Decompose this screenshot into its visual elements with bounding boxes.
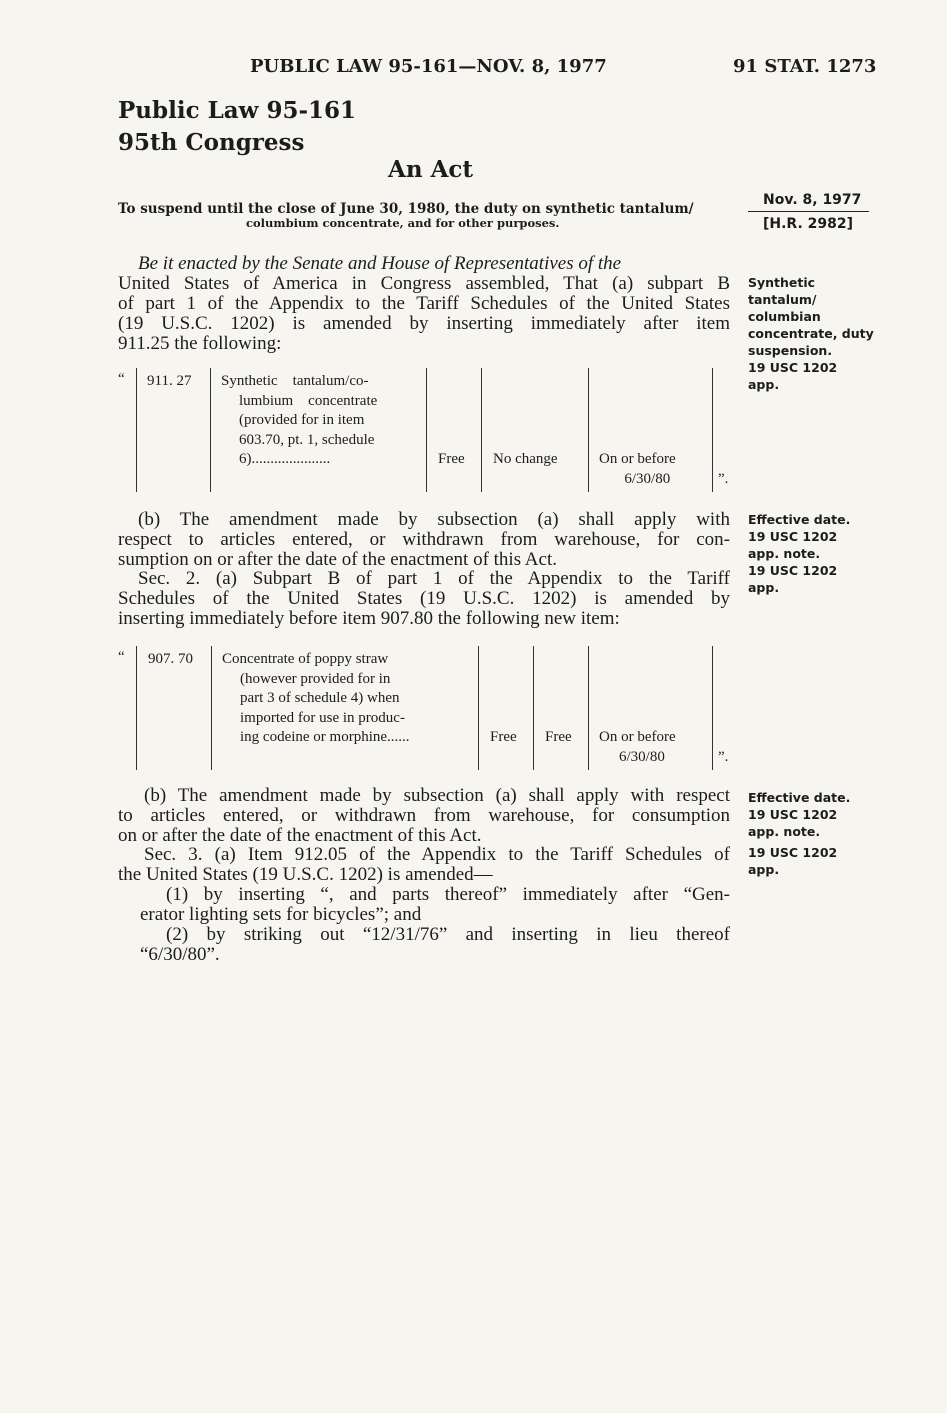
table-rule bbox=[210, 368, 211, 492]
margin-note-line: app. note. bbox=[748, 546, 821, 561]
section-line: Schedules of the United States (19 U.S.C. 1202) is amended by bbox=[118, 588, 730, 609]
table-desc-line: Concentrate of poppy straw bbox=[222, 651, 389, 667]
margin-note-line: tantalum/ bbox=[748, 292, 817, 307]
margin-note-line: app. bbox=[748, 377, 780, 392]
congress-number: 95th Congress bbox=[118, 129, 305, 156]
side-date: Nov. 8, 1977 bbox=[763, 192, 862, 208]
margin-note-synthetic bbox=[748, 274, 874, 393]
table-rule bbox=[712, 646, 713, 770]
enacting-line: 911.25 the following: bbox=[118, 333, 282, 354]
margin-note-line: 19 USC 1202 bbox=[748, 360, 838, 375]
section-line: on or after the date of the enactment of this Act. bbox=[118, 825, 482, 846]
table-rule bbox=[712, 368, 713, 492]
section-line: respect to articles entered, or withdrawn from warehouse, for con- bbox=[118, 529, 730, 550]
margin-note-line: suspension. bbox=[748, 343, 833, 358]
margin-note-effective-2 bbox=[748, 789, 850, 840]
table-rate-col1: Free bbox=[438, 451, 465, 467]
section-line: sumption on or after the date of the enactment of this Act. bbox=[118, 549, 557, 570]
margin-note-line: Effective date. bbox=[748, 512, 851, 527]
section-3 bbox=[118, 845, 730, 965]
margin-note-line: app. bbox=[748, 862, 780, 877]
margin-note-line: concentrate, duty bbox=[748, 326, 874, 341]
margin-note-line: app. bbox=[748, 580, 780, 595]
margin-note-usc bbox=[748, 844, 837, 878]
table-effective-period bbox=[599, 450, 676, 489]
table-desc-line: lumbium concentrate bbox=[239, 392, 378, 409]
table-item-description bbox=[221, 372, 419, 470]
enacting-line: Be it enacted by the Senate and House of Representatives of the bbox=[138, 253, 622, 274]
act-heading: An Act bbox=[388, 156, 474, 183]
table-item-number: 907. 70 bbox=[148, 651, 193, 667]
purpose-line-1: To suspend until the close of June 30, 1980, the duty on synthetic tantalum/ bbox=[118, 201, 694, 217]
table-open-quote: “ bbox=[118, 371, 125, 387]
margin-note-line: app. note. bbox=[748, 824, 821, 839]
margin-note-effective-1 bbox=[748, 511, 850, 596]
table-effective-period bbox=[599, 728, 676, 767]
table-period-line: 6/30/80 bbox=[624, 470, 671, 487]
enacting-line: (19 U.S.C. 1202) is amended by inserting immediately after item bbox=[118, 313, 730, 334]
section-line: (2) by striking out “12/31/76” and inserting in lieu thereof bbox=[166, 924, 730, 945]
margin-note-line: 19 USC 1202 bbox=[748, 845, 838, 860]
section-1b bbox=[118, 510, 730, 570]
table-rate-col1: Free bbox=[490, 729, 517, 745]
side-divider bbox=[748, 211, 869, 212]
table-rule bbox=[136, 368, 137, 492]
section-line: erator lighting sets for bicycles”; and bbox=[140, 904, 422, 925]
table-rule bbox=[588, 368, 589, 492]
enacting-line: United States of America in Congress assembled, That (a) subpart B bbox=[118, 273, 730, 294]
table-rule bbox=[211, 646, 212, 770]
running-title: PUBLIC LAW 95-161—NOV. 8, 1977 bbox=[250, 56, 607, 77]
margin-note-line: columbian bbox=[748, 309, 821, 324]
table-rule bbox=[588, 646, 589, 770]
purpose-line-2: columbium concentrate, and for other purposes. bbox=[246, 216, 560, 230]
enacting-clause bbox=[118, 254, 730, 354]
table-rule bbox=[533, 646, 534, 770]
table-period-line: On or before bbox=[599, 451, 676, 467]
section-line: “6/30/80”. bbox=[140, 944, 220, 965]
section-line: (b) The amendment made by subsection (a) shall apply with bbox=[138, 509, 730, 530]
table-period-line: 6/30/80 bbox=[619, 748, 665, 765]
section-line: Sec. 2. (a) Subpart B of part 1 of the Appendix to the Tariff bbox=[138, 568, 730, 589]
table-desc-line: (however provided for in bbox=[240, 670, 391, 687]
margin-note-line: Synthetic bbox=[748, 275, 816, 290]
section-line: to articles entered, or withdrawn from warehouse, for consumption bbox=[118, 805, 730, 826]
table-close-quote: ”. bbox=[718, 749, 729, 765]
section-line: inserting immediately before item 907.80 the following new item: bbox=[118, 608, 620, 629]
table-rule bbox=[478, 646, 479, 770]
table-item-description bbox=[222, 650, 472, 748]
table-rate-col2: Free bbox=[545, 729, 572, 745]
margin-note-line: 19 USC 1202 bbox=[748, 807, 838, 822]
side-bill: [H.R. 2982] bbox=[763, 216, 854, 232]
table-open-quote: “ bbox=[118, 649, 125, 665]
tariff-table-1 bbox=[118, 368, 738, 492]
enacting-line: of part 1 of the Appendix to the Tariff Schedules of the United States bbox=[118, 293, 730, 314]
stat-reference: 91 STAT. 1273 bbox=[733, 56, 877, 77]
margin-note-line: Effective date. bbox=[748, 790, 851, 805]
table-desc-line: part 3 of schedule 4) when bbox=[240, 690, 400, 706]
table-rule bbox=[481, 368, 482, 492]
margin-note-line: 19 USC 1202 bbox=[748, 529, 838, 544]
table-desc-line: (provided for in item bbox=[239, 412, 365, 428]
table-desc-line: ing codeine or morphine...... bbox=[240, 729, 410, 745]
section-2b bbox=[118, 786, 730, 846]
table-period-line: On or before bbox=[599, 729, 676, 745]
section-line: (b) The amendment made by subsection (a) shall apply with respect bbox=[144, 785, 730, 806]
section-line: Sec. 3. (a) Item 912.05 of the Appendix to the Tariff Schedules of bbox=[144, 844, 730, 865]
table-desc-line: 603.70, pt. 1, schedule bbox=[239, 431, 375, 448]
table-rate-col2: No change bbox=[493, 451, 558, 467]
tariff-table-2 bbox=[118, 646, 738, 770]
table-desc-line: 6)..................... bbox=[239, 451, 331, 467]
margin-note-line: 19 USC 1202 bbox=[748, 563, 838, 578]
table-rule bbox=[136, 646, 137, 770]
table-rule bbox=[426, 368, 427, 492]
table-item-number: 911. 27 bbox=[147, 373, 192, 389]
section-line: the United States (19 U.S.C. 1202) is amended— bbox=[118, 864, 493, 885]
table-close-quote: ”. bbox=[718, 471, 729, 487]
section-line: (1) by inserting “, and parts thereof” immediately after “Gen- bbox=[166, 884, 730, 905]
section-2a bbox=[118, 569, 730, 629]
table-desc-line: Synthetic tantalum/co- bbox=[221, 373, 369, 389]
public-law-number: Public Law 95-161 bbox=[118, 97, 357, 124]
table-desc-line: imported for use in produc- bbox=[240, 709, 405, 726]
